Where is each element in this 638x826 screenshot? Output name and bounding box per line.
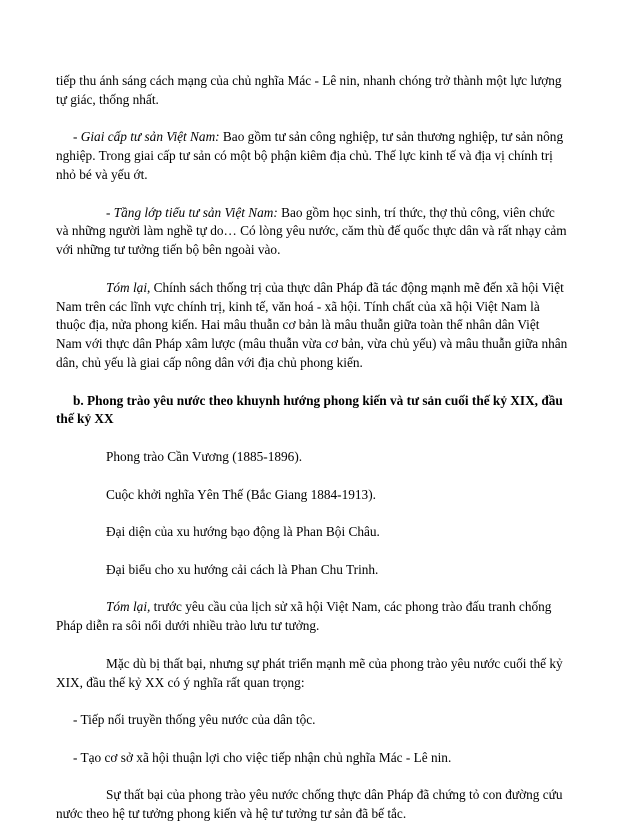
bourgeoisie-text: Bao gồm tư sản công nghiệp, tư sản thương nghiệp, tư sản nông nghiệp. Trong giai cấp tư sản có một bộ phận kiêm địa chủ. Thế lực kinh tế và địa vị chính trị nhỏ bé và yếu ớt. [56,129,564,182]
summary-lead: Tóm lại [106,279,148,295]
paragraph-summary-2 [56,598,568,636]
bullet-item: - Tạo cơ sở xã hội thuận lợi cho việc tiếp nhận chủ nghĩa Mác - Lê nin. [73,749,452,765]
list-item: Đại biểu cho xu hướng cải cách là Phan Chu Trinh. [106,561,379,577]
summary-2-text: trước yêu cầu của lịch sử xã hội Việt Nam, các phong trào đấu tranh chống Pháp diễn ra sôi nổi dưới nhiều trào lưu tư tưởng. [56,599,552,634]
paragraph-petty-bourgeoisie [56,204,568,260]
term-bourgeoisie: - Giai cấp tư sản Việt Nam: [73,129,220,145]
summary-text: , Chính sách thống trị của thực dân Pháp đã tác động mạnh mẽ đến xã hội Việt Nam trên các lĩnh vực chính trị, kinh tế, văn hoá - xã hội. Tính chất của xã hội Việt Nam là thuộc địa, nửa phong kiến. Hai mâu thuẫn cơ bản là mâu thuẫn giữa toàn thể nhân dân Việt Nam với thực dân Pháp xâm lược (mâu thuẫn vừa cơ bản, vừa chủ yếu) và mâu thuẫn giữa nhân dân, chủ yếu là giai cấp nông dân với địa chủ phong kiến. [56,279,568,370]
list-item: Đại diện của xu hướng bạo động là Phan Bội Châu. [106,524,380,540]
summary-2-lead: Tóm lại, [106,599,151,615]
list-item: Cuộc khởi nghĩa Yên Thế (Bắc Giang 1884-1913). [106,486,376,502]
paragraph-continuation: tiếp thu ánh sáng cách mạng của chủ nghĩa Mác - Lê nin, nhanh chóng trở thành một lực lượng tự giác, thống nhất. [56,73,562,107]
section-heading: b. Phong trào yêu nước theo khuynh hướng phong kiến và tư sản cuối thế kỷ XIX, đầu thế kỷ XX [56,392,563,427]
bullet-item: - Tiếp nối truyền thống yêu nước của dân tộc. [73,712,316,728]
term-petty-bourgeoisie: - Tầng lớp tiểu tư sản Việt Nam: [106,204,278,220]
petty-bourgeoisie-text: Bao gồm học sinh, trí thức, thợ thủ công, viên chức và những người làm nghề tự do… Có lòng yêu nước, căm thù đế quốc thực dân và rất nhạy cảm với những tư tưởng tiến bộ bên ngoài vào. [56,204,567,258]
paragraph-bourgeoisie [56,128,568,184]
list-item: Phong trào Cần Vương (1885-1896). [106,448,303,464]
paragraph-significance: Mặc dù bị thất bại, nhưng sự phát triển mạnh mẽ của phong trào yêu nước cuối thế kỷ XIX, đầu thế kỷ XX có ý nghĩa rất quan trọng: [56,655,563,690]
paragraph-conclusion: Sự thất bại của phong trào yêu nước chống thực dân Pháp đã chứng tỏ con đường cứu nước theo hệ tư tưởng phong kiến và hệ tư tưởng tư sản đã bế tắc. [56,787,563,822]
paragraph-summary [56,279,568,373]
